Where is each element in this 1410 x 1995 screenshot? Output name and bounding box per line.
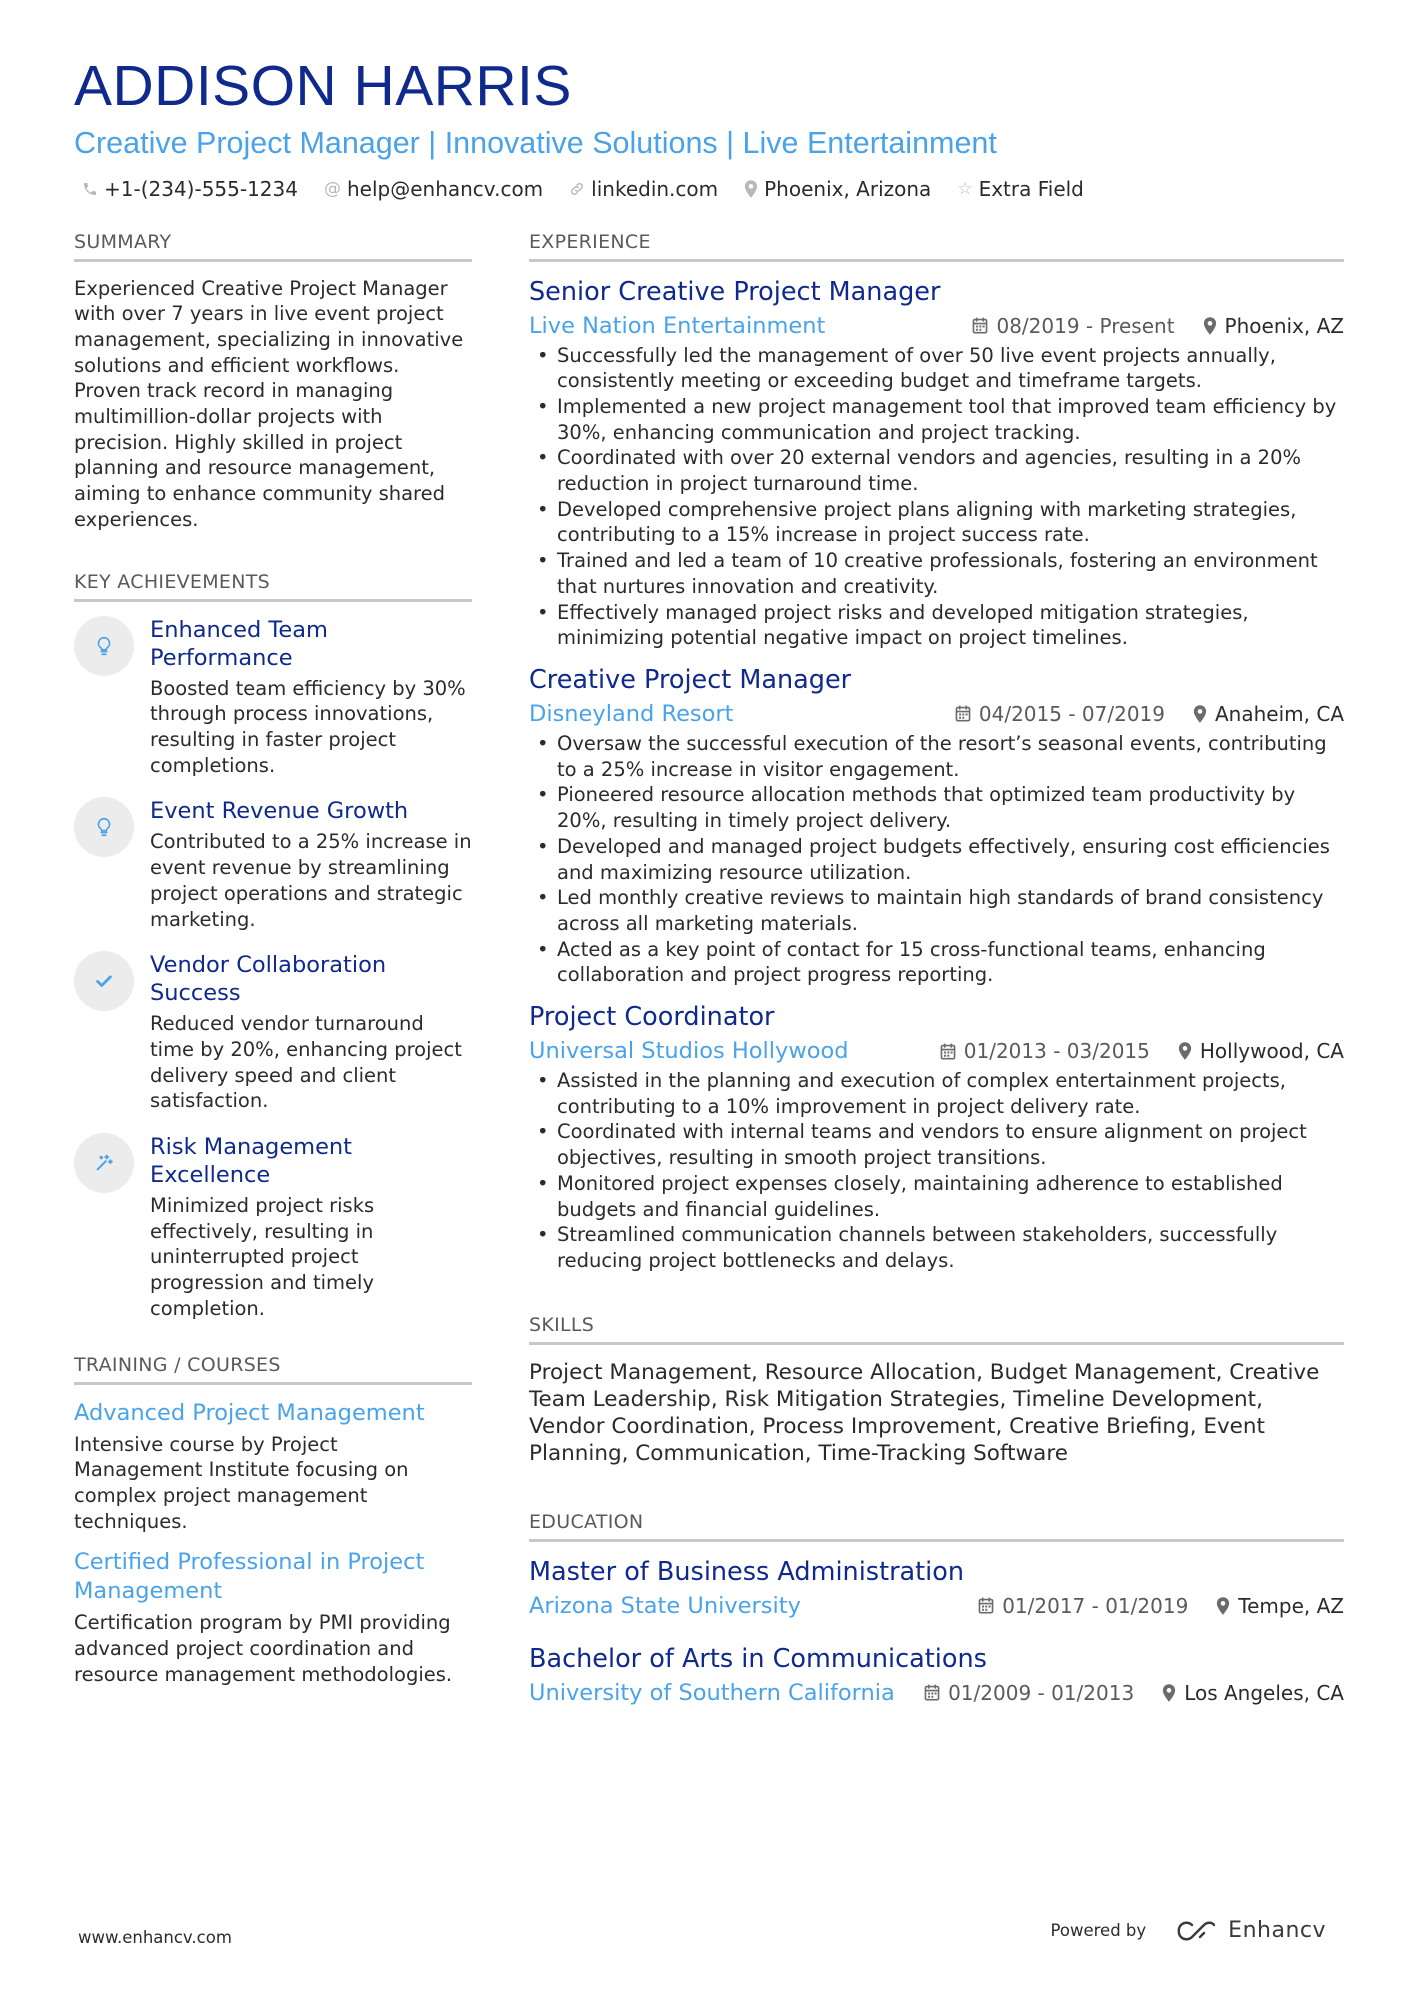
achievement-item xyxy=(74,951,472,1114)
location-pin-icon xyxy=(1216,1597,1230,1615)
job-dates: 04/2015 - 07/2019 xyxy=(978,701,1165,726)
list-item: • Implemented a new project management tool that improved team efficiency by 30%, enhancing communication and project tracking. xyxy=(529,394,1344,445)
calendar-icon xyxy=(978,1597,994,1614)
calendar-icon xyxy=(940,1043,956,1060)
extra-text: Extra Field xyxy=(978,176,1084,201)
job-entry xyxy=(529,1001,1344,1274)
education-location: Tempe, AZ xyxy=(1238,1593,1344,1618)
list-item: • Assisted in the planning and execution of complex entertainment projects, contributing to a 10% improvement in project delivery rate. xyxy=(529,1068,1344,1119)
candidate-tagline: Creative Project Manager | Innovative Solutions | Live Entertainment xyxy=(74,126,997,160)
lightbulb-icon xyxy=(74,797,134,857)
magic-wand-icon xyxy=(74,1133,134,1193)
education-entry xyxy=(529,1556,1344,1619)
summary-text: Experienced Creative Project Manager with over 7 years in live event project management, specializing in innovative solutions and efficient workflows. Proven track record in managing multimillion-dollar projects with precision. Highly skilled in project planning and resource management, aiming to enhance community shared experiences. xyxy=(74,276,464,531)
contact-linkedin[interactable] xyxy=(569,177,718,201)
left-column xyxy=(74,231,472,1688)
company-name: Disneyland Resort xyxy=(529,700,734,727)
list-item: • Coordinated with internal teams and vendors to ensure alignment on project objectives, resulting in smooth project transitions. xyxy=(529,1119,1344,1170)
calendar-icon xyxy=(955,705,971,722)
job-location: Hollywood, CA xyxy=(1199,1039,1344,1064)
enhancv-logo-icon xyxy=(1170,1919,1228,1943)
location-pin-icon xyxy=(1193,705,1207,723)
list-item: • Pioneered resource allocation methods that optimized team productivity by 20%, resulting in timely project delivery. xyxy=(529,782,1344,833)
contact-email[interactable] xyxy=(324,177,543,201)
company-name: Live Nation Entertainment xyxy=(529,312,826,339)
skills-section xyxy=(529,1314,1344,1467)
course-title: Certified Professional in Project Management xyxy=(74,1549,425,1605)
education-dates: 01/2009 - 01/2013 xyxy=(948,1680,1135,1705)
location-pin-icon xyxy=(1162,1684,1176,1702)
experience-section xyxy=(529,231,1344,1274)
achievement-desc: Minimized project risks effectively, resulting in uninterrupted project progression and timely completion. xyxy=(150,1194,375,1320)
list-item: • Developed and managed project budgets effectively, ensuring cost efficiencies and maximizing resource utilization. xyxy=(529,834,1344,885)
email-text: help@enhancv.com xyxy=(346,176,544,201)
job-location: Anaheim, CA xyxy=(1215,701,1344,726)
checkmark-icon xyxy=(74,951,134,1011)
course-desc: Certification program by PMI providing advanced project coordination and resource management methodologies. xyxy=(74,1611,453,1686)
list-item: • Trained and led a team of 10 creative professionals, fostering an environment that nurtures innovation and creativity. xyxy=(529,548,1344,599)
training-heading: TRAINING / COURSES xyxy=(74,1354,472,1385)
contact-phone[interactable] xyxy=(82,177,298,201)
brand-name: Enhancv xyxy=(1228,1918,1326,1943)
job-dates: 08/2019 - Present xyxy=(996,313,1175,338)
achievement-title: Event Revenue Growth xyxy=(150,798,409,825)
location-pin-icon xyxy=(1203,317,1217,335)
phone-icon xyxy=(82,181,98,197)
list-item: • Oversaw the successful execution of the resort’s seasonal events, contributing to a 25% increase in visitor engagement. xyxy=(529,731,1344,782)
contact-bar xyxy=(82,177,1344,201)
achievement-item xyxy=(74,1133,472,1322)
achievement-title: Enhanced Team Performance xyxy=(150,616,328,671)
link-icon xyxy=(569,181,585,197)
location-pin-icon xyxy=(744,180,758,198)
skills-text: Project Management, Resource Allocation, Budget Management, Creative Team Leadership, Risk Mitigation Strategies, Timeline Development, Vendor Coordination, Process Improvement, Creative Briefing, Event Planning, Communication, Time-Tracking Software xyxy=(529,1359,1320,1466)
education-section xyxy=(529,1511,1344,1706)
education-dates: 01/2017 - 01/2019 xyxy=(1002,1593,1189,1618)
job-title: Project Coordinator xyxy=(529,1002,775,1033)
list-item: • Successfully led the management of over 50 live event projects annually, consistently meeting or exceeding budget and timeframe targets. xyxy=(529,343,1344,394)
education-heading: EDUCATION xyxy=(529,1511,1344,1542)
list-item: • Acted as a key point of contact for 15 cross-functional teams, enhancing collaboration and project progress reporting. xyxy=(529,937,1344,988)
job-title: Senior Creative Project Manager xyxy=(529,276,941,307)
footer-branding[interactable] xyxy=(1051,1918,1326,1943)
calendar-icon xyxy=(924,1684,940,1701)
phone-text: +1-(234)-555-1234 xyxy=(104,176,298,201)
job-bullets xyxy=(529,343,1344,651)
job-bullets xyxy=(529,1068,1344,1274)
education-entry xyxy=(529,1643,1344,1706)
list-item: • Streamlined communication channels between stakeholders, successfully reducing project bottlenecks and delays. xyxy=(529,1222,1344,1273)
course-item xyxy=(74,1548,472,1687)
right-column xyxy=(529,231,1344,1706)
achievement-desc: Reduced vendor turnaround time by 20%, enhancing project delivery speed and client satisfaction. xyxy=(150,1012,462,1113)
linkedin-text: linkedin.com xyxy=(591,176,719,201)
summary-section xyxy=(74,231,472,533)
list-item: • Led monthly creative reviews to maintain high standards of brand consistency across all marketing materials. xyxy=(529,885,1344,936)
job-entry xyxy=(529,276,1344,651)
achievement-item xyxy=(74,797,472,932)
experience-heading: EXPERIENCE xyxy=(529,231,1344,262)
school-name: University of Southern California xyxy=(529,1679,895,1706)
achievement-desc: Contributed to a 25% increase in event revenue by streamlining project operations and strategic marketing. xyxy=(150,830,472,931)
job-title: Creative Project Manager xyxy=(529,664,852,695)
job-location: Phoenix, AZ xyxy=(1224,313,1344,338)
school-name: Arizona State University xyxy=(529,1592,801,1619)
degree-title: Bachelor of Arts in Communications xyxy=(529,1643,987,1674)
contact-extra xyxy=(957,177,1084,201)
star-icon: ☆ xyxy=(957,178,973,199)
footer-website[interactable]: www.enhancv.com xyxy=(78,1928,232,1947)
degree-title: Master of Business Administration xyxy=(529,1556,965,1587)
lightbulb-icon xyxy=(74,616,134,676)
achievements-heading: KEY ACHIEVEMENTS xyxy=(74,571,472,602)
achievements-list xyxy=(74,616,472,1322)
course-item xyxy=(74,1399,472,1535)
achievement-title: Vendor Collaboration Success xyxy=(150,952,387,1007)
calendar-icon xyxy=(972,317,988,334)
course-desc: Intensive course by Project Management Institute focusing on complex project management techniques. xyxy=(74,1432,409,1533)
achievement-title: Risk Management Excellence xyxy=(150,1134,353,1189)
achievement-desc: Boosted team efficiency by 30% through process innovations, resulting in faster project completions. xyxy=(150,676,466,777)
achievement-item xyxy=(74,616,472,779)
list-item: • Coordinated with over 20 external vendors and agencies, resulting in a 20% reduction in project turnaround time. xyxy=(529,445,1344,496)
summary-heading: SUMMARY xyxy=(74,231,472,262)
job-entry xyxy=(529,664,1344,988)
training-section xyxy=(74,1354,472,1688)
list-item: • Monitored project expenses closely, maintaining adherence to established budgets and financial guidelines. xyxy=(529,1171,1344,1222)
at-icon: @ xyxy=(323,178,341,199)
company-name: Universal Studios Hollywood xyxy=(529,1038,849,1065)
education-location: Los Angeles, CA xyxy=(1184,1680,1344,1705)
location-pin-icon xyxy=(1178,1042,1192,1060)
job-bullets xyxy=(529,731,1344,988)
location-text: Phoenix, Arizona xyxy=(764,176,932,201)
course-title: Advanced Project Management xyxy=(74,1399,425,1426)
list-item: • Effectively managed project risks and developed mitigation strategies, minimizing potential negative impact on project timelines. xyxy=(529,600,1344,651)
skills-heading: SKILLS xyxy=(529,1314,1344,1345)
candidate-name: ADDISON HARRIS xyxy=(74,54,572,118)
contact-location xyxy=(744,177,931,201)
job-dates: 01/2013 - 03/2015 xyxy=(963,1039,1150,1064)
powered-by-label: Powered by xyxy=(1050,1921,1147,1940)
list-item: • Developed comprehensive project plans aligning with marketing strategies, contributing to a 15% increase in project success rate. xyxy=(529,497,1344,548)
achievements-section xyxy=(74,571,472,1322)
